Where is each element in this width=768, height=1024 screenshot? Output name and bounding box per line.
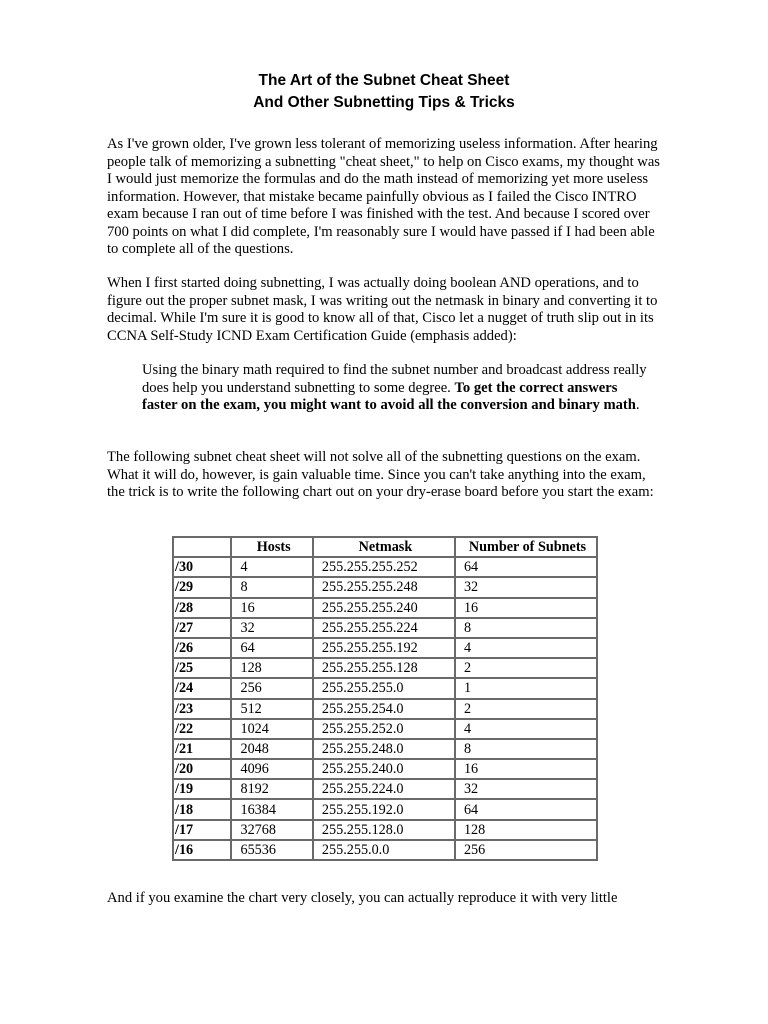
netmask-cell: 255.255.255.252 — [313, 557, 455, 577]
hosts-cell: 256 — [231, 678, 312, 698]
header-cell: Number of Subnets — [455, 537, 597, 557]
blockquote — [142, 362, 652, 415]
subnets-cell: 64 — [455, 799, 597, 819]
hosts-cell: 1024 — [231, 719, 312, 739]
hosts-cell: 128 — [231, 658, 312, 678]
cidr-cell: /17 — [173, 820, 231, 840]
table-row — [173, 658, 597, 678]
header-cell: Hosts — [231, 537, 312, 557]
table-row — [173, 759, 597, 779]
table-row — [173, 678, 597, 698]
table-row — [173, 577, 597, 597]
subnetting-paragraph: When I first started doing subnetting, I was actually doing boolean AND operations, and to figure out the proper subnet mask, I was writing out the netmask in binary and converting it to decimal. While I'm sure it is good to know all of that, Cisco let a nugget of truth slip out in its CCNA Self-Study ICND Exam Certification Guide (emphasis added): — [107, 275, 658, 344]
table-row — [173, 840, 597, 860]
netmask-cell: 255.255.255.128 — [313, 658, 455, 678]
table-row — [173, 598, 597, 618]
hosts-cell: 32 — [231, 618, 312, 638]
quote-end: . — [635, 397, 640, 413]
hosts-cell: 64 — [231, 638, 312, 658]
cidr-cell: /24 — [173, 678, 231, 698]
subnets-cell: 32 — [455, 577, 597, 597]
netmask-cell: 255.255.192.0 — [313, 799, 455, 819]
subnets-cell: 16 — [455, 598, 597, 618]
hosts-cell: 16384 — [231, 799, 312, 819]
document-title: The Art of the Subnet Cheat Sheet — [258, 72, 510, 89]
quote-emphasis-text: To get the correct answers faster on the exam, you might want to avoid all the conversion and binary math — [142, 379, 636, 413]
header-cell — [173, 537, 231, 557]
trailing-paragraph: And if you examine the chart very closely, you can actually reproduce it with very little — [107, 890, 618, 906]
hosts-cell: 512 — [231, 699, 312, 719]
netmask-cell: 255.255.255.224 — [313, 618, 455, 638]
quote-plain-text: Using the binary math required to find the subnet number and broadcast address really does help you understand subnetting to some degree. — [142, 362, 647, 396]
subnets-cell: 32 — [455, 779, 597, 799]
table-row — [173, 557, 597, 577]
subnets-cell: 2 — [455, 699, 597, 719]
subnets-cell: 256 — [455, 840, 597, 860]
cidr-cell: /26 — [173, 638, 231, 658]
netmask-cell: 255.255.248.0 — [313, 739, 455, 759]
table-header-row — [173, 537, 597, 557]
table-row — [173, 618, 597, 638]
cidr-cell: /28 — [173, 598, 231, 618]
subnets-cell: 16 — [455, 759, 597, 779]
hosts-cell: 16 — [231, 598, 312, 618]
table-row — [173, 820, 597, 840]
table-body — [173, 557, 597, 860]
table-row — [173, 638, 597, 658]
cidr-cell: /30 — [173, 557, 231, 577]
subnets-cell: 1 — [455, 678, 597, 698]
netmask-cell: 255.255.255.192 — [313, 638, 455, 658]
intro-paragraph: As I've grown older, I've grown less tolerant of memorizing useless information. After hearing people talk of memorizing a subnetting "cheat sheet," to help on Cisco exams, my thought was I would just memorize the formulas and do the math instead of memorizing yet more useless information. However, that mistake became painfully obvious as I failed the Cisco INTRO exam because I ran out of time before I was finished with the test. And because I scored over 700 points on what I did complete, I'm reasonably sure I would have passed if I had been able to complete all of the questions. — [107, 136, 660, 257]
subnets-cell: 128 — [455, 820, 597, 840]
table-row — [173, 699, 597, 719]
cidr-cell: /19 — [173, 779, 231, 799]
document-subtitle: And Other Subnetting Tips & Tricks — [253, 94, 515, 111]
netmask-cell: 255.255.254.0 — [313, 699, 455, 719]
cidr-cell: /27 — [173, 618, 231, 638]
hosts-cell: 4 — [231, 557, 312, 577]
cidr-cell: /16 — [173, 840, 231, 860]
cidr-cell: /20 — [173, 759, 231, 779]
cheat-sheet-paragraph: The following subnet cheat sheet will not solve all of the subnetting questions on the exam. What it will do, however, is gain valuable time. Since you can't take anything into the exam, the trick is to write the following chart out on your dry-erase board before you start the exam: — [107, 449, 654, 500]
cidr-cell: /23 — [173, 699, 231, 719]
table-row — [173, 799, 597, 819]
netmask-cell: 255.255.128.0 — [313, 820, 455, 840]
netmask-cell: 255.255.224.0 — [313, 779, 455, 799]
subnets-cell: 4 — [455, 638, 597, 658]
subnets-cell: 8 — [455, 739, 597, 759]
cidr-cell: /25 — [173, 658, 231, 678]
header-cell: Netmask — [313, 537, 455, 557]
hosts-cell: 32768 — [231, 820, 312, 840]
netmask-cell: 255.255.240.0 — [313, 759, 455, 779]
table-row — [173, 719, 597, 739]
subnets-cell: 2 — [455, 658, 597, 678]
hosts-cell: 4096 — [231, 759, 312, 779]
subnets-cell: 8 — [455, 618, 597, 638]
cidr-cell: /18 — [173, 799, 231, 819]
netmask-cell: 255.255.0.0 — [313, 840, 455, 860]
cidr-cell: /22 — [173, 719, 231, 739]
subnets-cell: 64 — [455, 557, 597, 577]
netmask-cell: 255.255.252.0 — [313, 719, 455, 739]
table-row — [173, 779, 597, 799]
subnets-cell: 4 — [455, 719, 597, 739]
netmask-cell: 255.255.255.248 — [313, 577, 455, 597]
hosts-cell: 2048 — [231, 739, 312, 759]
hosts-cell: 8192 — [231, 779, 312, 799]
hosts-cell: 65536 — [231, 840, 312, 860]
netmask-cell: 255.255.255.240 — [313, 598, 455, 618]
netmask-cell: 255.255.255.0 — [313, 678, 455, 698]
table-row — [173, 739, 597, 759]
hosts-cell: 8 — [231, 577, 312, 597]
cidr-cell: /21 — [173, 739, 231, 759]
cidr-cell: /29 — [173, 577, 231, 597]
subnet-cheat-sheet-table — [172, 536, 598, 861]
